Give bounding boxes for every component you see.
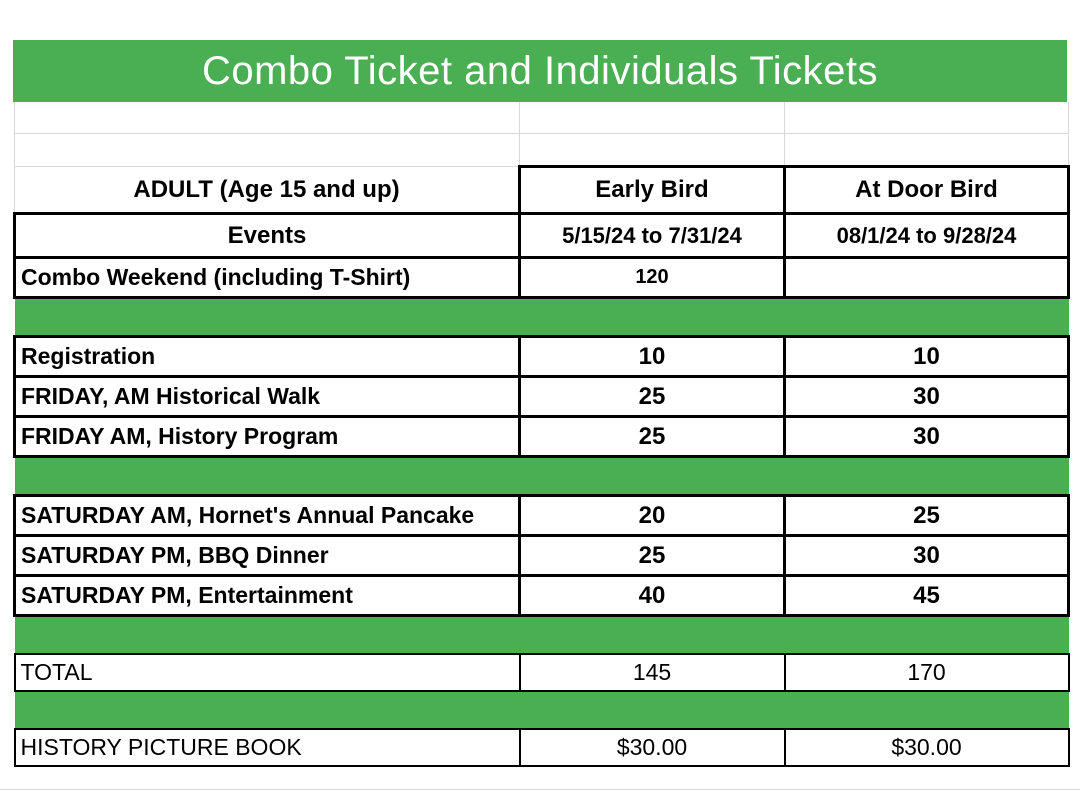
at-door-value-cell: 30 — [785, 536, 1069, 576]
event-label-cell: SATURDAY PM, Entertainment — [15, 576, 520, 616]
at-door-value-cell: 10 — [785, 337, 1069, 377]
table-row — [15, 417, 1069, 457]
table-row — [15, 536, 1069, 576]
early-bird-dates-cell: 5/15/24 to 7/31/24 — [520, 214, 785, 258]
separator-band — [15, 457, 1069, 496]
at-door-value-cell: 45 — [785, 576, 1069, 616]
table-header-row — [15, 167, 1069, 214]
table-row — [15, 377, 1069, 417]
at-door-value-cell: 25 — [785, 496, 1069, 536]
early-bird-value-cell: 10 — [520, 337, 785, 377]
early-bird-value-cell: 20 — [520, 496, 785, 536]
table-row — [15, 258, 1069, 298]
table-row — [15, 576, 1069, 616]
spacer-row — [15, 102, 1069, 134]
event-label-cell: FRIDAY, AM Historical Walk — [15, 377, 520, 417]
early-bird-value-cell: 40 — [520, 576, 785, 616]
event-label-cell: SATURDAY AM, Hornet's Annual Pancake — [15, 496, 520, 536]
spacer-cell — [785, 102, 1069, 134]
table-row — [15, 654, 1069, 691]
page-title: Combo Ticket and Individuals Tickets — [201, 48, 879, 93]
at-door-value-cell: 30 — [785, 417, 1069, 457]
table-row — [15, 729, 1069, 766]
bottom-gridline — [0, 789, 1080, 790]
event-label-cell: Registration — [15, 337, 520, 377]
table-row — [15, 337, 1069, 377]
separator-band-row — [15, 457, 1069, 496]
event-label-cell: SATURDAY PM, BBQ Dinner — [15, 536, 520, 576]
spacer-row — [15, 134, 1069, 167]
separator-band — [15, 616, 1069, 655]
adult-header-cell: ADULT (Age 15 and up) — [15, 167, 520, 214]
early-bird-value-cell: 145 — [520, 654, 785, 691]
at-door-dates-cell: 08/1/24 to 9/28/24 — [785, 214, 1069, 258]
event-label-cell: TOTAL — [15, 654, 520, 691]
table-subheader-row — [15, 214, 1069, 258]
separator-band — [15, 691, 1069, 729]
early-bird-value-cell: 25 — [520, 377, 785, 417]
event-label-cell: FRIDAY AM, History Program — [15, 417, 520, 457]
spacer-cell — [15, 134, 520, 167]
title-banner — [13, 40, 1067, 102]
early-bird-value-cell: 25 — [520, 536, 785, 576]
early-bird-header-cell: Early Bird — [520, 167, 785, 214]
separator-band-row — [15, 616, 1069, 655]
table-row — [15, 496, 1069, 536]
spacer-cell — [785, 134, 1069, 167]
at-door-header-cell: At Door Bird — [785, 167, 1069, 214]
event-label-cell: Combo Weekend (including T-Shirt) — [15, 258, 520, 298]
early-bird-value-cell: 25 — [520, 417, 785, 457]
price-table — [13, 102, 1070, 767]
event-label-cell: HISTORY PICTURE BOOK — [15, 729, 520, 766]
separator-band — [15, 298, 1069, 337]
separator-band-row — [15, 298, 1069, 337]
spacer-cell — [520, 134, 785, 167]
events-header-cell: Events — [15, 214, 520, 258]
at-door-value-cell: 30 — [785, 377, 1069, 417]
separator-band-row — [15, 691, 1069, 729]
at-door-value-cell: 170 — [785, 654, 1069, 691]
spacer-cell — [15, 102, 520, 134]
early-bird-value-cell: $30.00 — [520, 729, 785, 766]
early-bird-value-cell: 120 — [520, 258, 785, 298]
spacer-cell — [520, 102, 785, 134]
at-door-value-cell — [785, 258, 1069, 298]
at-door-value-cell: $30.00 — [785, 729, 1069, 766]
